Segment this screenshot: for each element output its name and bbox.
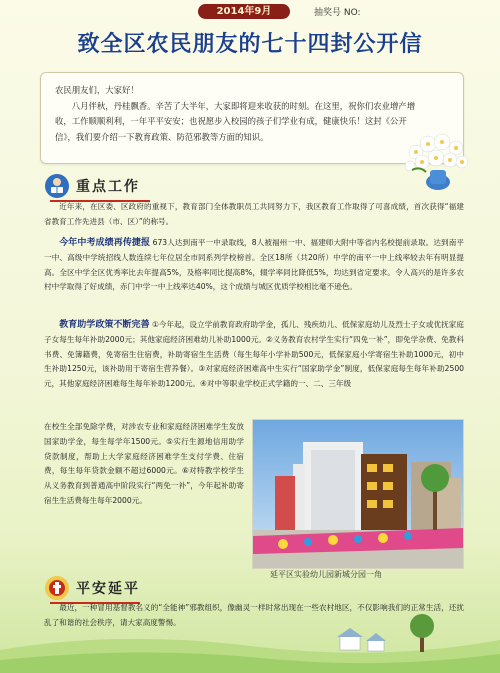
section-heading-safety: [44, 575, 140, 601]
aid-policy-continued: 在校生全部免除学费，对涉农专业和家庭经济困难学生发放国家助学金，每生每学年1500元。⑤实行生源地信用助学贷款制度，帮助上大学家庭经济困难学生支付学费、住宿费，每生每年贷款金额不超过6000元。⑥对特教学校学生从义务教育到普通高中阶段实行“两免一补”，今年起补助寄宿生生活费每生每年2000元。: [44, 422, 244, 505]
kindergarten-photo: [252, 419, 464, 569]
exam-results-keyword: 今年中考成绩再传捷报: [59, 238, 151, 248]
letter-box: [40, 72, 464, 164]
date-badge: 2014年9月: [198, 4, 290, 19]
aid-policy-paragraph: [44, 318, 464, 392]
reading-figure-icon: [44, 173, 70, 199]
letter-body: 八月伴秋，丹桂飘香。辛苦了大半年，大家即将迎来收获的时刻。在这里，祝你们农业增产增收，工作顺顺利利，一年平平安安；也祝愿步入校园的孩子们学业有成，健康快乐！这封《公开信》，我们要介绍一下教育政策、防范邪教等方面的知识。: [55, 100, 416, 142]
section-title: 重点工作: [76, 179, 140, 195]
section1-intro: 近年来，在区委、区政府的重视下，教育部门全体教职员工共同努力下，我区教育工作取得了可喜成绩，首次获得“福建省教育工作先进县（市、区）”的称号。: [44, 202, 464, 226]
aid-policy-text: ①今年起，设立学前教育政府助学金，孤儿、残疾幼儿、低保家庭幼儿及烈士子女或优抚家庭子女每生每年补助2000元；其他家庭经济困难幼儿补助1000元。②义务教育农村学生实行“四免一补”，即免学杂费、免教科书费、免簿籍费，免寄宿生住宿费，补助寄宿生生活费（每生每年小学补助500元，低保家庭小学寄宿生补助1000元，初中生补助1250元，该补助用于寄宿生营养餐）。③对家庭经济困难高中生实行“国家助学金”制度，低保家庭每生每年补助2500元，其他家庭经济困难每生每年补助1200元。④对中等职业学校正式学籍的一、二、三年级: [44, 320, 464, 389]
flower-vase-icon: [402, 130, 472, 192]
countryside-illustration: [0, 600, 500, 673]
section2-text: 最近，一种冒用基督教名义的“全能神”邪教组织，像幽灵一样时常出现在一些农村地区，不仅影响我们的正常生活，还扰乱了和谐的社会秩序，请大家高度警惕。: [44, 603, 464, 627]
aid-policy-keyword: 教育助学政策不断完善: [59, 320, 150, 330]
police-badge-icon: [44, 575, 70, 601]
issue-number-label: 抽奖号 NO:: [314, 8, 361, 18]
exam-results-text: 673人达到南平一中录取线，8人被福州一中、福建师大附中等省内名校提前录取。达到南平一中、高级中学统招线人数连续七年位居全市同系列学校榜首。全区18所（共20所）中学的南平一中上线率较去年有明显提高。全区中学全区优秀率比去年提高5%，及格率同比提高8%，辍学率同比降低5%，均达到省定要求。令人高兴的是许多农村中学取得了好成绩，赤门中学一中上线率达40%，这个成绩与城区优质学校相比毫不逊色。: [44, 238, 464, 292]
section-title: 平安延平: [76, 581, 140, 597]
page-title: 致全区农民朋友的七十四封公开信: [77, 31, 423, 57]
letter-greeting: 农民朋友们，大家好！: [55, 85, 139, 95]
section-heading-key-work: [44, 173, 140, 199]
photo-caption: 延平区实验幼儿园新城分园一角: [270, 570, 382, 579]
exam-results-paragraph: [44, 236, 464, 295]
